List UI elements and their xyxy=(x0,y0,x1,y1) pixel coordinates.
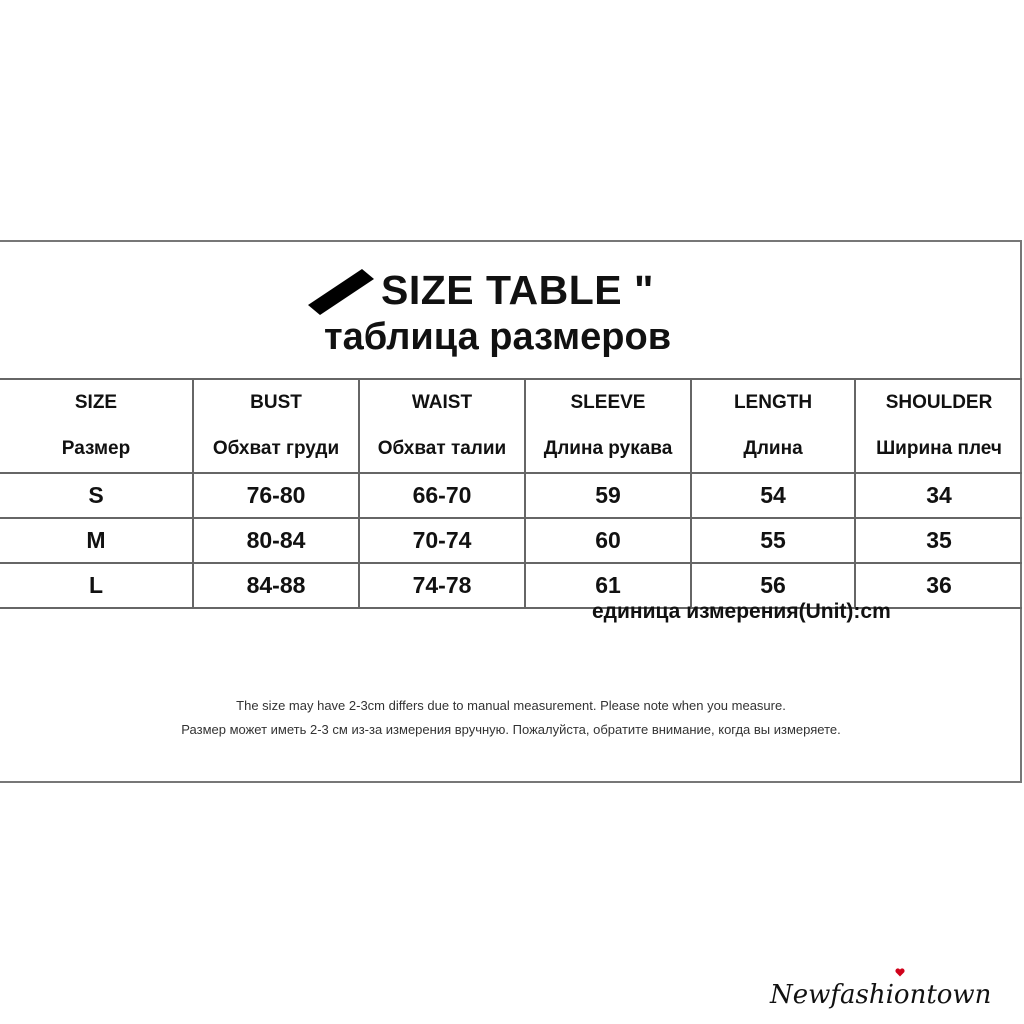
cell-length: 56 xyxy=(691,563,855,608)
cell-size: L xyxy=(0,563,193,608)
table-header-row xyxy=(0,379,1022,473)
cell-shoulder: 35 xyxy=(855,518,1022,563)
slash-bar-icon xyxy=(306,265,378,315)
cell-sleeve: 61 xyxy=(525,563,691,608)
header-size: SIZE Размер xyxy=(0,379,193,473)
header-waist: WAIST Обхват талии xyxy=(359,379,525,473)
cell-sleeve: 59 xyxy=(525,473,691,518)
header-shoulder: SHOULDER Ширина плеч xyxy=(855,379,1022,473)
cell-shoulder: 34 xyxy=(855,473,1022,518)
title-row xyxy=(306,260,654,320)
cell-waist: 74-78 xyxy=(359,563,525,608)
cell-length: 54 xyxy=(691,473,855,518)
header-bust: BUST Обхват груди xyxy=(193,379,359,473)
cell-length: 55 xyxy=(691,518,855,563)
measurement-note-english: The size may have 2-3cm differs due to manual measurement. Please note when you measure. xyxy=(236,698,786,713)
title-russian: таблица размеров xyxy=(324,316,672,358)
cell-waist: 66-70 xyxy=(359,473,525,518)
table-row xyxy=(0,473,1022,518)
watermark-text: Newfashiontown xyxy=(770,980,992,1010)
header-length: LENGTH Длина xyxy=(691,379,855,473)
measurement-note-russian: Размер может иметь 2-3 см из-за измерения вручную. Пожалуйста, обратите внимание, когда вы измеряете. xyxy=(181,722,841,737)
table-row xyxy=(0,518,1022,563)
header-sleeve: SLEEVE Длина рукава xyxy=(525,379,691,473)
cell-bust: 84-88 xyxy=(193,563,359,608)
cell-size: S xyxy=(0,473,193,518)
cell-bust: 80-84 xyxy=(193,518,359,563)
cell-waist: 70-74 xyxy=(359,518,525,563)
cell-sleeve: 60 xyxy=(525,518,691,563)
title-english: SIZE TABLE " xyxy=(381,266,654,313)
cell-bust: 76-80 xyxy=(193,473,359,518)
cell-shoulder: 36 xyxy=(855,563,1022,608)
size-table xyxy=(0,378,1022,609)
heart-icon xyxy=(895,968,905,977)
cell-size: M xyxy=(0,518,193,563)
brand-watermark xyxy=(770,980,991,1010)
size-table-card xyxy=(0,240,1022,783)
unit-note: единица измерения(Unit):cm xyxy=(592,600,891,623)
